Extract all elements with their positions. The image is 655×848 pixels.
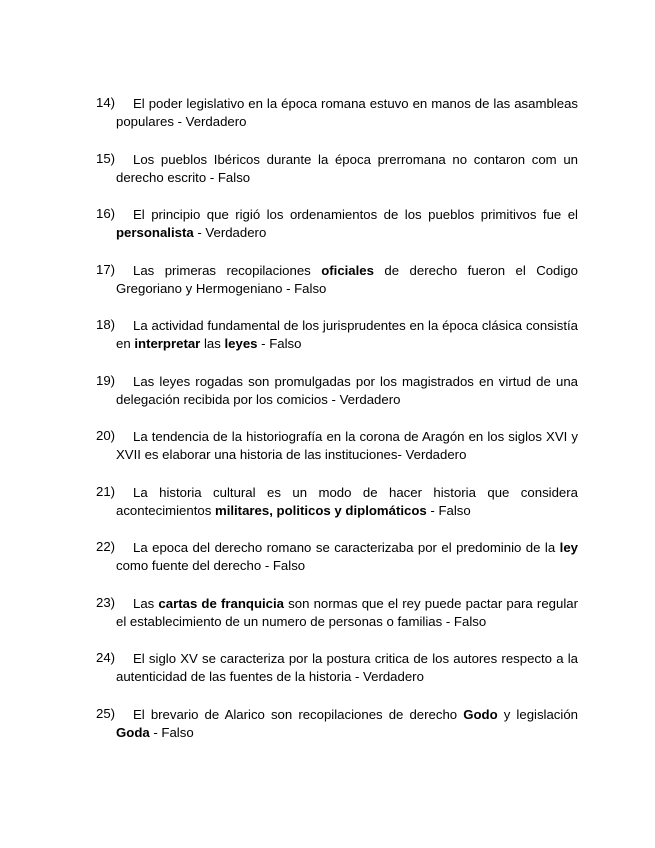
list-item <box>96 151 578 207</box>
text-run: El poder legislativo en la época romana estuvo en manos de las asambleas populares - Verdadero <box>116 96 578 129</box>
text-run: - Falso <box>149 724 194 740</box>
bold-term: ley <box>559 540 578 555</box>
list-item <box>96 484 578 540</box>
item-text <box>116 539 578 575</box>
list-item <box>96 206 578 262</box>
text-run: El siglo XV se caracteriza por la postura critica de los autores respecto a la autenticidad de las fuentes de la historia - Verdadero <box>116 651 578 684</box>
item-text <box>116 595 578 631</box>
list-item <box>96 95 578 151</box>
text-run: Los pueblos Ibéricos durante la época prerromana no contaron com un derecho escrito - Falso <box>116 151 578 185</box>
list-item <box>96 262 578 318</box>
text-run: - Falso <box>257 336 302 351</box>
true-false-list <box>96 95 578 761</box>
item-number: 15) <box>96 150 116 166</box>
list-item <box>96 373 578 429</box>
item-text <box>116 317 578 353</box>
bold-term: cartas de franquicia <box>158 595 284 611</box>
item-number: 19) <box>96 372 116 388</box>
item-number: 16) <box>96 206 116 221</box>
list-item <box>96 428 578 484</box>
item-text <box>116 151 578 187</box>
text-run: La epoca del derecho romano se caracterizaba por el predominio de la <box>133 540 560 555</box>
item-text <box>116 706 578 742</box>
text-run: como fuente del derecho - Falso <box>116 558 306 573</box>
item-text <box>116 428 578 464</box>
list-item <box>96 539 578 595</box>
list-item <box>96 595 578 651</box>
item-number: 17) <box>96 261 116 277</box>
item-text <box>116 206 578 242</box>
bold-term: Godo <box>463 706 498 722</box>
bold-term: interpretar <box>134 336 201 351</box>
item-text <box>116 262 578 298</box>
text-run: de derecho fueron el Codigo Gregoriano y Hermogeniano - Falso <box>116 262 578 296</box>
text-run: Las <box>133 595 159 611</box>
list-item <box>96 317 578 373</box>
text-run: y legislación <box>497 706 579 722</box>
item-number: 20) <box>96 428 116 443</box>
text-run: El principio que rigió los ordenamientos de los pueblos primitivos fue el <box>133 207 578 222</box>
bold-term: personalista <box>116 225 194 240</box>
item-text <box>116 95 578 131</box>
bold-term: leyes <box>224 336 258 351</box>
item-number: 22) <box>96 539 116 554</box>
text-run: - Falso <box>426 502 471 518</box>
item-number: 18) <box>96 317 116 332</box>
text-run: La tendencia de la historiografía en la corona de Aragón en los siglos XVI y XVII es elaborar una historia de las instituciones- Verdadero <box>116 429 578 462</box>
text-run: Las leyes rogadas son promulgadas por los magistrados en virtud de una delegación recibida por los comicios - Verdadero <box>116 373 578 407</box>
text-run: La actividad fundamental de los jurisprudentes en la época clásica consistía en <box>116 318 578 351</box>
item-text <box>116 650 578 686</box>
list-item <box>96 706 578 762</box>
item-number: 24) <box>96 650 116 665</box>
item-number: 14) <box>96 95 116 110</box>
text-run: - Verdadero <box>193 225 267 240</box>
bold-term: militares, politicos y diplomáticos <box>214 502 427 518</box>
bold-term: Goda <box>116 724 150 740</box>
text-run: las <box>200 336 225 351</box>
item-number: 21) <box>96 483 116 499</box>
item-text <box>116 373 578 409</box>
text-run: son normas que el rey puede pactar para regular el establecimiento de un numero de personas o familias - Falso <box>116 595 578 629</box>
text-run: El brevario de Alarico son recopilaciones de derecho <box>133 706 464 722</box>
bold-term: oficiales <box>321 262 374 278</box>
text-run: Las primeras recopilaciones <box>133 262 322 278</box>
list-item <box>96 650 578 706</box>
item-number: 23) <box>96 594 116 610</box>
text-run: La historia cultural es un modo de hacer historia que considera acontecimientos <box>116 484 578 518</box>
item-text <box>116 484 578 520</box>
item-number: 25) <box>96 705 116 721</box>
